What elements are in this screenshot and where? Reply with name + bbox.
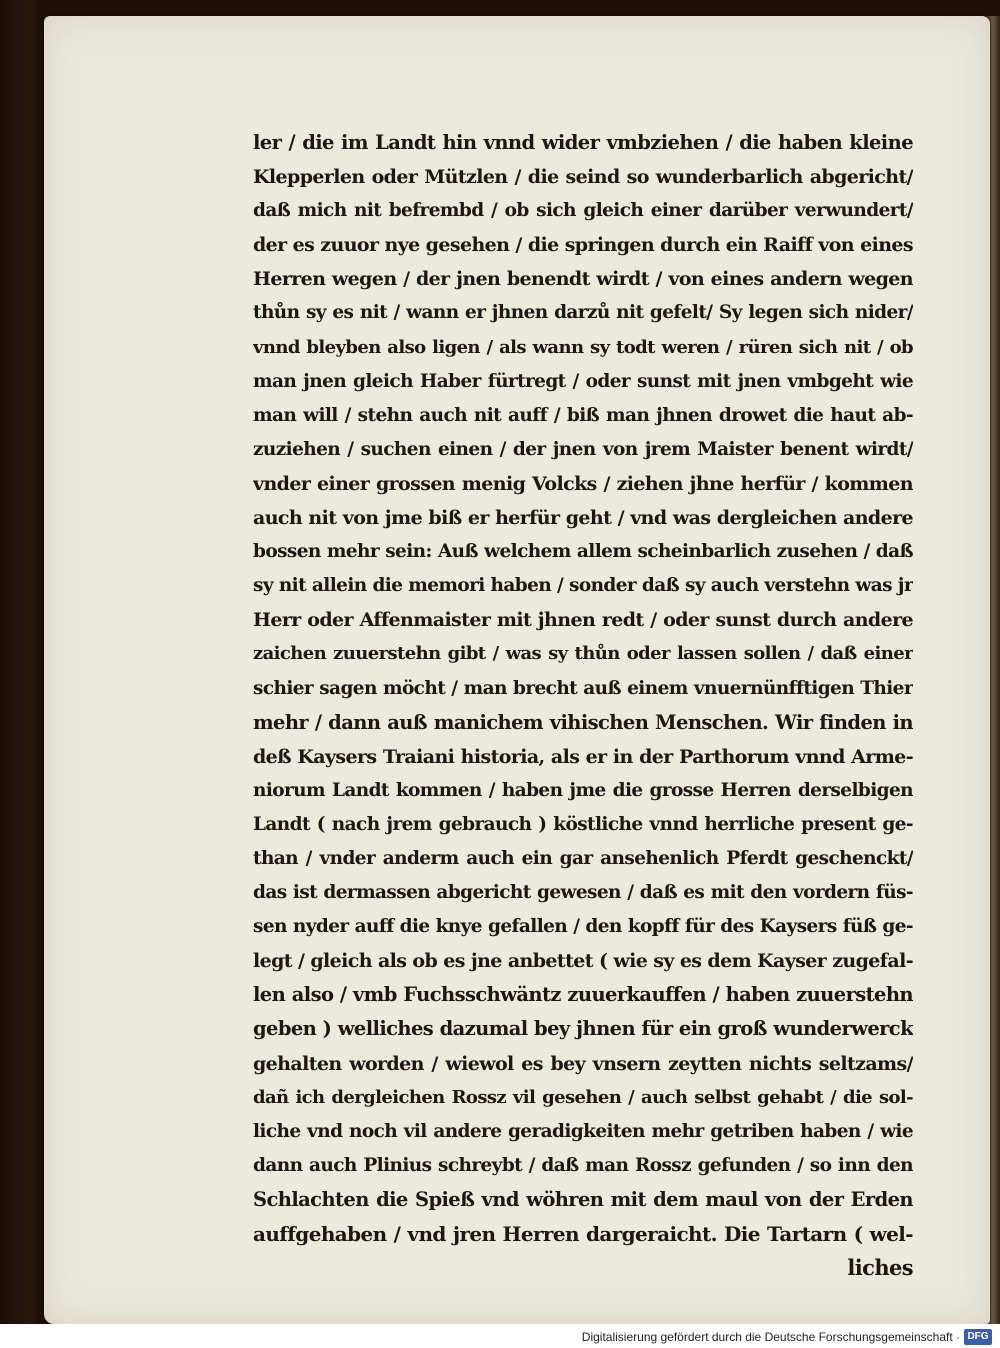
- catchword: liches: [847, 1255, 913, 1281]
- text-line: sen nyder auff die knye gefallen / den kopff für des Kaysers füß ge-: [253, 916, 913, 938]
- text-line: Herren wegen / der jnen benendt wirdt / von eines andern wegen: [253, 268, 913, 291]
- text-line: vnder einer grossen menig Volcks / ziehen jhne herfür / kommen: [253, 472, 913, 495]
- text-block: [253, 126, 913, 1285]
- text-line: ler / die im Landt hin vnnd wider vmbziehen / die haben kleine: [253, 131, 913, 154]
- text-line: gehalten worden / wiewol es bey vnsern zeytten nichts seltzams/: [253, 1052, 913, 1075]
- text-line: Schlachten die Spieß vnd wöhren mit dem maul von der Erden: [253, 1187, 913, 1211]
- text-line: das ist dermassen abgericht gewesen / daß es mit den vordern füs-: [253, 882, 913, 904]
- text-line: zuziehen / suchen einen / der jnen von jrem Maister benent wirdt/: [253, 438, 913, 460]
- text-line: len also / vmb Fuchsschwäntz zuuerkauffen / haben zuuerstehn: [253, 983, 913, 1007]
- text-line: mehr / dann auß manichem vihischen Menschen. Wir finden in: [253, 710, 913, 734]
- text-line: Landt ( nach jrem gebrauch ) köstliche vnnd herrliche present ge-: [253, 813, 913, 835]
- text-line: auffgehaben / vnd jren Herren dargeraicht. Die Tartarn ( wel-: [253, 1222, 913, 1246]
- text-line: sy nit allein die memori haben / sonder daß sy auch verstehn was jr: [253, 575, 913, 597]
- text-line: der es zuuor nye gesehen / die springen durch ein Raiff von eines: [253, 234, 913, 257]
- text-line: niorum Landt kommen / haben jme die grosse Herren derselbigen: [253, 779, 913, 801]
- text-line: liche vnd noch vil andere geradigkeiten mehr getriben haben / wie: [253, 1120, 913, 1142]
- text-line: man will / stehn auch nit auff / biß man jhnen drowet die haut ab-: [253, 404, 913, 426]
- text-line: thůn sy es nit / wann er jhnen darzů nit gefelt/ Sy legen sich nider/: [253, 302, 913, 324]
- text-line: bossen mehr sein: Auß welchem allem scheinbarlich zusehen / daß: [253, 541, 913, 563]
- text-line: vnnd bleyben also ligen / als wann sy todt weren / rüren sich nit / ob: [253, 336, 913, 358]
- dfg-logo-icon: DFG: [964, 1329, 992, 1345]
- text-line: legt / gleich als ob es jne anbettet ( wie sy es dem Kayser zugefal-: [253, 950, 913, 973]
- text-line: Klepperlen oder Mützlen / die seind so wunderbarlich abgericht/: [253, 166, 913, 189]
- text-line: deß Kaysers Traiani historia, als er in der Parthorum vnnd Arme-: [253, 745, 913, 768]
- text-line: dann auch Plinius schreybt / daß man Rossz gefunden / so inn den: [253, 1154, 913, 1176]
- text-line: auch nit von jme biß er herfür geht / vnd was dergleichen andere: [253, 507, 913, 530]
- text-line: daß mich nit befrembd / ob sich gleich einer darüber verwundert/: [253, 200, 913, 222]
- footer-bar: [0, 1324, 1000, 1348]
- footer-credit: Digitalisierung gefördert durch die Deutsche Forschungsgemeinschaft ·: [581, 1330, 960, 1344]
- text-line: zaichen zuuerstehn gibt / was sy thůn oder lassen sollen / daß einer: [253, 643, 913, 665]
- text-line: schier sagen möcht / man brecht auß einem vnuernünfftigen Thier: [253, 677, 913, 699]
- text-line: than / vnder anderm auch ein gar ansehenlich Pferdt geschenckt/: [253, 847, 913, 869]
- text-line: dañ ich dergleichen Rossz vil gesehen / auch selbst gehabt / die sol-: [253, 1086, 913, 1108]
- text-line: Herr oder Affenmaister mit jhnen redt / oder sunst durch andere: [253, 609, 913, 632]
- text-line: man jnen gleich Haber fürtregt / oder sunst mit jnen vmbgeht wie: [253, 370, 913, 392]
- text-line: geben ) welliches dazumal bey jhnen für ein groß wunderwerck: [253, 1017, 913, 1041]
